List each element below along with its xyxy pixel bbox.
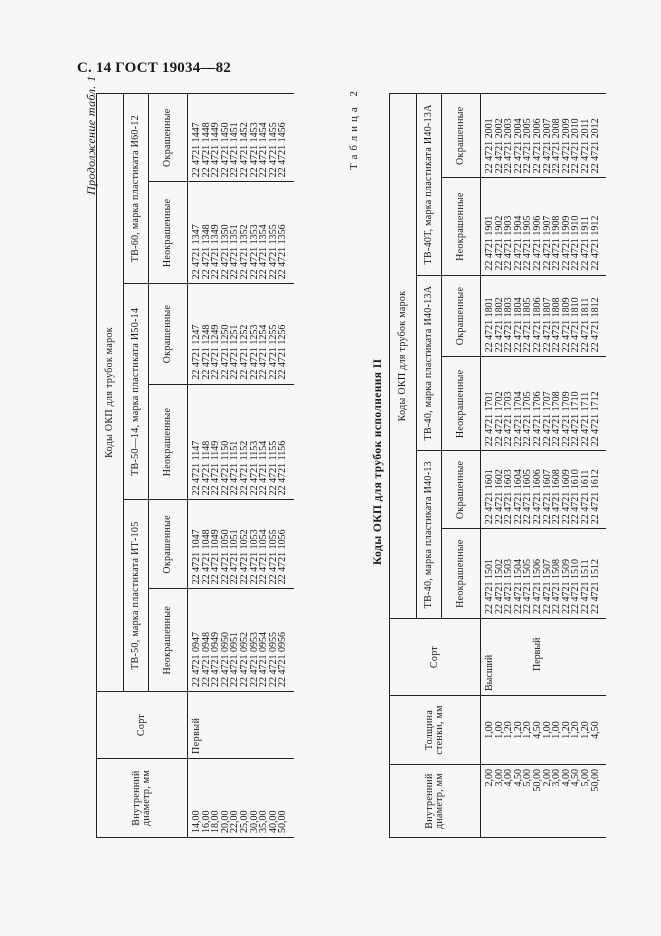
t2-w: 1,20 <box>570 721 582 739</box>
t1-sub-colored-0: Окрашенные <box>149 500 188 589</box>
t2-code: 22 4721 2007 <box>541 118 553 174</box>
t2-code: 22 4721 1812 <box>589 297 601 353</box>
t1-code: 22 4721 1450 <box>219 122 231 178</box>
t1-code: 22 4721 1254 <box>258 324 270 380</box>
t2-diameter-column <box>481 765 607 838</box>
t1-sort-first: Первый <box>191 717 202 754</box>
t1-sub-uncolored-1: Неокрашенные <box>149 384 188 500</box>
t1-code: 22 4721 1154 <box>258 440 270 496</box>
t1-d: 30,00 <box>248 810 260 833</box>
t1-code: 22 4721 0954 <box>258 632 270 687</box>
table2-caption: Таблица 2 <box>348 86 360 170</box>
t2-d: 4,50 <box>570 769 582 787</box>
t2-code: 22 4721 1501 <box>484 559 495 614</box>
t2-code: 22 4721 1909 <box>560 215 572 271</box>
t1-code: 22 4721 1350 <box>219 224 231 280</box>
t1-code-col-2 <box>188 384 294 500</box>
t2-code-col-1 <box>481 451 607 529</box>
t2-sort-column <box>481 619 607 696</box>
t2-group-1: ТВ-40, марка пластиката И40-13А <box>417 275 442 451</box>
t1-sub-uncolored-0: Неокрашенные <box>149 589 188 692</box>
t2-sort-first: Первый <box>531 637 543 671</box>
t1-code: 22 4721 1155 <box>267 440 279 496</box>
t1-code: 22 4721 1150 <box>219 440 231 496</box>
t1-code: 22 4721 1352 <box>238 224 250 280</box>
t2-code: 22 4721 1901 <box>484 215 495 271</box>
t2-d: 2,00 <box>541 769 553 787</box>
t2-d: 2,00 <box>484 769 495 787</box>
t1-d: 22,00 <box>229 810 241 833</box>
t2-code: 22 4721 1704 <box>512 391 524 447</box>
t2-code: 22 4721 1603 <box>503 469 515 525</box>
t2-group-0: ТВ-40, марка пластиката И40-13 <box>417 451 442 619</box>
t1-code: 22 4721 1152 <box>238 440 250 496</box>
t1-code: 22 4721 1354 <box>258 224 270 280</box>
t2-code: 22 4721 1806 <box>531 297 543 353</box>
t2-w: 1,20 <box>503 721 515 739</box>
t2-code: 22 4721 1510 <box>570 559 582 614</box>
t2-code: 22 4721 1607 <box>541 469 553 525</box>
t1-code: 22 4721 1050 <box>219 529 231 585</box>
t1-code: 22 4721 0955 <box>267 632 279 687</box>
t2-code: 22 4721 1610 <box>570 469 582 525</box>
t2-code: 22 4721 1609 <box>560 469 572 525</box>
t1-code-col-4 <box>188 182 294 284</box>
t1-code: 22 4721 1047 <box>191 529 202 585</box>
t1-code: 22 4721 1054 <box>258 529 270 585</box>
t1-code: 22 4721 1255 <box>267 324 279 380</box>
t1-code: 22 4721 1252 <box>238 324 250 380</box>
t2-code: 22 4721 1502 <box>493 559 505 614</box>
t2-code-col-2 <box>481 357 607 451</box>
t2-code: 22 4721 1908 <box>551 215 563 271</box>
t1-code: 22 4721 1448 <box>200 122 212 178</box>
t2-code: 22 4721 1508 <box>551 559 563 614</box>
t1-code: 22 4721 0948 <box>200 632 212 687</box>
t2-code: 22 4721 1709 <box>560 391 572 447</box>
t2-code: 22 4721 1808 <box>551 297 563 353</box>
t1-code: 22 4721 1153 <box>248 440 260 496</box>
t1-code: 22 4721 0947 <box>191 632 202 687</box>
t2-sub-uncolored-1: Неокрашенные <box>442 357 481 451</box>
table1-rotated <box>96 93 294 838</box>
t2-d: 4,00 <box>560 769 572 787</box>
t1-code: 22 4721 1055 <box>267 529 279 585</box>
t1-code: 22 4721 0953 <box>248 632 260 687</box>
t1-code: 22 4721 1052 <box>238 529 250 585</box>
t2-group-2: ТВ-40Т, марка пластиката И40-13А <box>417 94 442 276</box>
t2-sub-uncolored-2: Неокрашенные <box>442 178 481 275</box>
t2-w: 1,20 <box>579 721 591 739</box>
t2-code: 22 4721 1509 <box>560 559 572 614</box>
t2-code: 22 4721 1802 <box>493 297 505 353</box>
table1-continuation: Продолжение табл. 1 <box>84 75 98 195</box>
t2-code: 22 4721 1602 <box>493 469 505 525</box>
t2-w: 1,00 <box>551 721 563 739</box>
t2-code: 22 4721 2004 <box>512 118 524 174</box>
t2-code: 22 4721 1804 <box>512 297 524 353</box>
t1-col-diameter: Внутренний диаметр, мм <box>97 759 188 838</box>
t2-code: 22 4721 2008 <box>551 118 563 174</box>
t1-sort-column <box>188 692 294 759</box>
t2-code: 22 4721 2002 <box>493 118 505 174</box>
t2-code: 22 4721 1511 <box>579 559 591 614</box>
t2-code: 22 4721 1612 <box>589 469 601 525</box>
t1-code: 22 4721 1251 <box>229 324 241 380</box>
t1-code: 22 4721 1253 <box>248 324 260 380</box>
t2-w: 1,00 <box>541 721 553 739</box>
t1-col-sort: Сорт <box>97 692 188 759</box>
t2-code: 22 4721 1512 <box>589 559 601 614</box>
t1-d: 50,00 <box>277 810 289 833</box>
t2-w: 1,20 <box>560 721 572 739</box>
t1-code: 22 4721 0949 <box>210 632 222 687</box>
t2-d: 3,00 <box>493 769 505 787</box>
t2-sub-uncolored-0: Неокрашенные <box>442 529 481 619</box>
t1-code: 22 4721 0951 <box>229 632 241 687</box>
t1-code: 22 4721 1053 <box>248 529 260 585</box>
t2-code: 22 4721 1601 <box>484 469 495 525</box>
t1-code: 22 4721 1355 <box>267 224 279 280</box>
t1-code: 22 4721 1351 <box>229 224 241 280</box>
t2-code: 22 4721 1507 <box>541 559 553 614</box>
t2-code: 22 4721 2010 <box>570 118 582 174</box>
t1-code: 22 4721 1455 <box>267 122 279 178</box>
t2-w: 1,00 <box>484 721 495 739</box>
t2-w: 1,00 <box>493 721 505 739</box>
t1-diameter-column <box>188 759 294 838</box>
t1-code: 22 4721 1247 <box>191 324 202 380</box>
t1-code: 22 4721 1456 <box>277 122 289 178</box>
table2-rotated <box>389 93 606 838</box>
table2 <box>389 93 606 838</box>
t2-code: 22 4721 1506 <box>531 559 543 614</box>
t2-w: 1,20 <box>522 721 534 739</box>
t1-code: 22 4721 0956 <box>277 632 289 687</box>
t2-code: 22 4721 1809 <box>560 297 572 353</box>
t1-code: 22 4721 1356 <box>277 224 289 280</box>
t2-code: 22 4721 1911 <box>579 216 591 271</box>
t1-d: 40,00 <box>267 810 279 833</box>
t1-code: 22 4721 1453 <box>248 122 260 178</box>
t1-code-col-0 <box>188 589 294 692</box>
t2-code: 22 4721 1811 <box>579 297 591 353</box>
t2-code: 22 4721 2012 <box>589 118 601 174</box>
t1-d: 20,00 <box>219 810 231 833</box>
t2-code: 22 4721 1903 <box>503 215 515 271</box>
table1 <box>96 93 294 838</box>
t2-code: 22 4721 2011 <box>579 118 591 174</box>
t1-code: 22 4721 1149 <box>210 440 222 496</box>
t2-col-sort: Сорт <box>390 619 481 696</box>
t2-code-col-5 <box>481 94 607 178</box>
t1-code: 22 4721 1347 <box>191 224 202 280</box>
table2-title: Коды ОКП для трубок исполнения II <box>372 358 384 565</box>
t2-code: 22 4721 2003 <box>503 118 515 174</box>
t1-group-1: ТВ-50—14, марка пластиката И50-14 <box>124 284 149 500</box>
t2-code: 22 4721 1702 <box>493 391 505 447</box>
t2-code: 22 4721 1701 <box>484 391 495 447</box>
t2-d: 4,50 <box>512 769 524 787</box>
t1-sub-uncolored-2: Неокрашенные <box>149 182 188 284</box>
t1-code: 22 4721 1349 <box>210 224 222 280</box>
t1-code: 22 4721 1051 <box>229 529 241 585</box>
t2-code: 22 4721 1505 <box>522 559 534 614</box>
t2-code: 22 4721 1905 <box>522 215 534 271</box>
t2-code: 22 4721 1611 <box>579 469 591 525</box>
t1-code: 22 4721 0950 <box>219 632 231 687</box>
t2-codes-header: Коды ОКП для трубок марок <box>390 94 417 619</box>
t1-group-2: ТВ-60, марка пластиката И60-12 <box>124 94 149 284</box>
t2-code: 22 4721 1910 <box>570 215 582 271</box>
t2-code: 22 4721 1801 <box>484 297 495 353</box>
page-header: С. 14 ГОСТ 19034—82 <box>77 60 231 76</box>
t1-code: 22 4721 1048 <box>200 529 212 585</box>
t1-code: 22 4721 1147 <box>191 440 202 496</box>
t2-code: 22 4721 1807 <box>541 297 553 353</box>
t1-code: 22 4721 1348 <box>200 224 212 280</box>
t2-code-col-4 <box>481 178 607 275</box>
t2-code: 22 4721 1810 <box>570 297 582 353</box>
t1-code: 22 4721 1447 <box>191 122 202 178</box>
t2-code: 22 4721 1708 <box>551 391 563 447</box>
t2-d: 50,00 <box>589 769 601 792</box>
t1-code: 22 4721 1353 <box>248 224 260 280</box>
t1-d: 14,00 <box>191 810 202 833</box>
t2-code: 22 4721 1707 <box>541 391 553 447</box>
t2-code: 22 4721 1710 <box>570 391 582 447</box>
t1-code: 22 4721 1250 <box>219 324 231 380</box>
t2-d: 5,00 <box>579 769 591 787</box>
t1-code: 22 4721 1148 <box>200 440 212 496</box>
t1-code: 22 4721 1151 <box>229 440 241 496</box>
t2-code: 22 4721 1604 <box>512 469 524 525</box>
t2-code: 22 4721 1705 <box>522 391 534 447</box>
t2-code: 22 4721 2009 <box>560 118 572 174</box>
t2-sub-colored-2: Окрашенные <box>442 94 481 178</box>
t1-code: 22 4721 1449 <box>210 122 222 178</box>
t2-col-diameter: Внутренний диаметр, мм <box>390 765 481 838</box>
t2-w: 1,20 <box>512 721 524 739</box>
t1-group-0: ТВ-50, марка пластиката ИТ-105 <box>124 500 149 692</box>
t2-d: 3,00 <box>551 769 563 787</box>
t2-code: 22 4721 1703 <box>503 391 515 447</box>
t2-code: 22 4721 1608 <box>551 469 563 525</box>
t1-code: 22 4721 1452 <box>238 122 250 178</box>
t1-code: 22 4721 1249 <box>210 324 222 380</box>
t2-code: 22 4721 1711 <box>579 391 591 447</box>
t2-code: 22 4721 1712 <box>589 391 601 447</box>
t2-d: 5,00 <box>522 769 534 787</box>
t2-code: 22 4721 1803 <box>503 297 515 353</box>
t2-sort-highest: Высший <box>484 654 495 691</box>
t2-sub-colored-1: Окрашенные <box>442 275 481 357</box>
t2-w: 4,50 <box>589 721 601 739</box>
t2-code: 22 4721 1805 <box>522 297 534 353</box>
t1-code: 22 4721 1056 <box>277 529 289 585</box>
t1-code: 22 4721 1156 <box>277 440 289 496</box>
t2-code: 22 4721 1906 <box>531 215 543 271</box>
t2-w: 4,50 <box>531 721 543 739</box>
t1-code-col-3 <box>188 284 294 384</box>
t2-code: 22 4721 1902 <box>493 215 505 271</box>
t2-code: 22 4721 1504 <box>512 559 524 614</box>
t2-code: 22 4721 1904 <box>512 215 524 271</box>
t2-code: 22 4721 2006 <box>531 118 543 174</box>
t2-col-wall: Толщина стенки, мм <box>390 696 481 765</box>
t2-d: 4,00 <box>503 769 515 787</box>
t2-code: 22 4721 1706 <box>531 391 543 447</box>
t1-code-col-5 <box>188 94 294 182</box>
t1-code: 22 4721 1049 <box>210 529 222 585</box>
t1-d: 35,00 <box>258 810 270 833</box>
t2-code: 22 4721 1606 <box>531 469 543 525</box>
t1-code: 22 4721 1248 <box>200 324 212 380</box>
t1-d: 25,00 <box>238 810 250 833</box>
t1-sub-colored-2: Окрашенные <box>149 94 188 182</box>
t2-code: 22 4721 1912 <box>589 215 601 271</box>
t1-code: 22 4721 0952 <box>238 632 250 687</box>
t2-code-col-3 <box>481 275 607 357</box>
t1-code: 22 4721 1256 <box>277 324 289 380</box>
t1-code: 22 4721 1451 <box>229 122 241 178</box>
t2-sub-colored-0: Окрашенные <box>442 451 481 529</box>
t1-d: 16,00 <box>200 810 212 833</box>
t2-code: 22 4721 1907 <box>541 215 553 271</box>
t1-d: 18,00 <box>210 810 222 833</box>
t2-code: 22 4721 1503 <box>503 559 515 614</box>
t2-code: 22 4721 1605 <box>522 469 534 525</box>
t2-code: 22 4721 2001 <box>484 118 495 174</box>
t1-sub-colored-1: Окрашенные <box>149 284 188 384</box>
t1-code: 22 4721 1454 <box>258 122 270 178</box>
t1-code-col-1 <box>188 500 294 589</box>
t2-code-col-0 <box>481 529 607 619</box>
t2-code: 22 4721 2005 <box>522 118 534 174</box>
t2-wall-column <box>481 696 607 765</box>
t2-d: 50,00 <box>531 769 543 792</box>
t1-codes-header: Коды ОКП для трубок марок <box>97 94 124 692</box>
